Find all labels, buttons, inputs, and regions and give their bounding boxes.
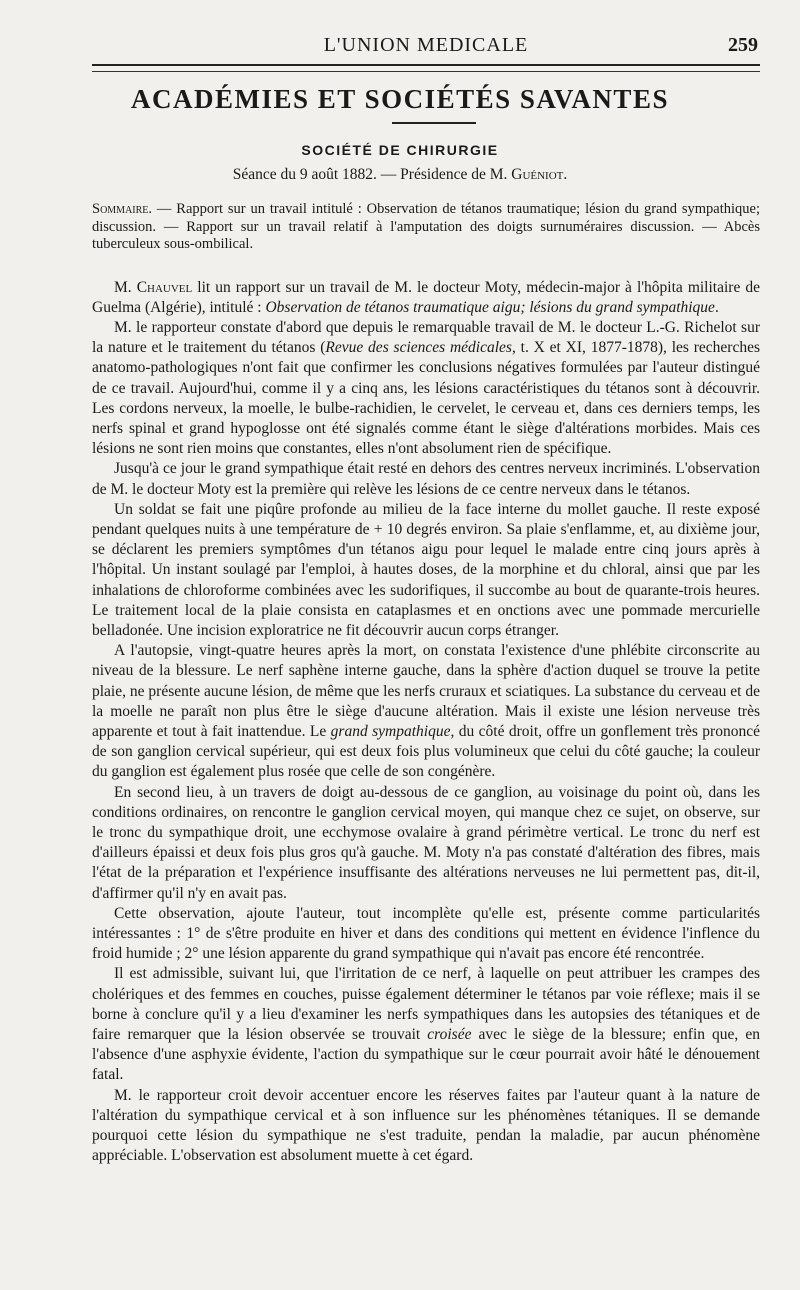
paragraph-4: Un soldat se fait une piqûre profonde au milieu de la face interne du mollet gauche. Il reste exposé pendant quelques nuits à une température de + 10 degrés environ. Sa plaie s'enflamme, et, au dixième jour, se déclarent les premiers symptômes d'un tétanos aigu pour lequel le malade entre cinq jours après à l'hôpital. Un instant soulagé par l'emploi, à hautes doses, de la morphine et du chloral, ainsi que par les inhalations de chloroforme combinées avec les sudorifiques, il succombe au bout de quarante-trois heures. Le traitement local de la plaie consista en cataplasmes et en onctions avec une pommade mercurielle belladonée. Une incision exploratrice ne fit découvrir aucun corps étranger. (92, 500, 760, 639)
summary-text: . — Rapport sur un travail intitulé : Observation de tétanos traumatique; lésion du grand sympathique; discussion. — Rapport sur un travail relatif à l'amputation des doigts surnuméraires discussion. — Abcès tuberculeux sous-ombilical. (92, 201, 760, 252)
p2-ref: Revue des sciences médicales (325, 339, 512, 357)
p2-b: , t. X et XI, 1877-1878), les recherches anatomo-pathologiques n'ont fait que confirmer les conclusions négatives formulées par l'auteur distingué de ce travail. Aujourd'hui, comme il y a cinq ans, les lésions caractéristiques du tétanos sont à découvrir. Les cordons nerveux, la moelle, le bulbe-rachidien, le cervelet, le cerveau et, dans ces derniers temps, les nerfs spinal et grand hypoglosse ont été signalés comme étant le siège d'altérations morbides. Mais ces lésions ne sont rien moins que constantes, elles n'ont absolument rien de spécifique. (92, 339, 760, 458)
p1-name: Chauvel (136, 278, 193, 296)
p5-a: A l'autopsie, vingt-quatre heures après la mort, on constata l'existence d'une phlébite circonscrite au niveau de la blessure. Le nerf saphène interne gauche, dans la sphère d'action duquel se trouve la petite plaie, ne présente aucune lésion, de même que les nerfs cruraux et sciatiques. La substance du cerveau et de la moelle ne paraît non plus être le siège d'aucune altération. Mais il existe une lésion nerveuse très apparente et tout à fait inattendue. Le (92, 642, 760, 740)
p1-b: lit un rapport sur un travail de M. le docteur Moty, médecin-major à l'hôpita militaire de Guelma (Algérie), intitulé : (92, 278, 760, 316)
header-rule (92, 71, 760, 72)
title-rule (392, 122, 476, 124)
page-number: 259 (728, 34, 758, 56)
p8-b: avec le siège de la blessure; enfin que, en l'absence d'une asphyxie évidente, l'action du sympathique sur le cœur pourrait avoir hâté le dénouement fatal. (92, 1026, 760, 1084)
session-text: Séance du 9 août 1882. — Présidence de M. (232, 166, 512, 183)
journal-title: L'UNION MEDICALE (323, 34, 529, 56)
society-name: SOCIÉTÉ DE CHIRURGIE (301, 142, 499, 158)
p1-c: . (714, 298, 719, 316)
p1-a: M. (114, 278, 137, 296)
paragraph-9: M. le rapporteur croit devoir accentuer encore les réserves faites par l'auteur quant à la nature de l'altération du sympathique cervical et à son influence sur les phénomènes tétaniques. Il se demande pourquoi cette lésion du sympathique ne s'est traduite, pendan la maladie, par aucun phénomène appréciable. L'observation est absolument muette à cet égard. (92, 1086, 760, 1165)
session-end: . (563, 166, 568, 183)
session-line (0, 166, 800, 184)
paragraph-5 (92, 641, 760, 782)
p8-a: Il est admissible, suivant lui, que l'irritation de ce nerf, à laquelle on peut attribuer les crampes des cholériques et des femmes en couches, puisse également déterminer le tétanos par voie réflexe; mais il se borne à conclure qu'il y a lieu d'examiner les nerfs sympathiques dans les autopsies des tétaniques et de faire remarquer que la lésion observée se trouvait (92, 965, 760, 1044)
paragraph-8 (92, 964, 760, 1085)
p1-title: Observation de tétanos traumatique aigu; lésions du grand sympathique (265, 298, 715, 316)
p8-em: croisée (427, 1026, 472, 1044)
president-name: Guéniot (511, 166, 564, 183)
section-title: ACADÉMIES ET SOCIÉTÉS SAVANTES (131, 84, 669, 114)
paragraph-6: En second lieu, à un travers de doigt au-dessous de ce ganglion, au voisinage du point où, dans les conditions ordinaires, on rencontre le ganglion cervical moyen, qui manque chez ce sujet, on observe, sur le tronc du sympathique droit, une ecchymose ovalaire à grand périmètre vertical. Le tronc du nerf est d'ailleurs épaissi et deux fois plus gros qu'à gauche. M. Moty n'a pas constaté d'altération des fibres, mais l'état de la préparation et l'expérience insuffisante des altérations nerveuses ne lui permettent pas, dit-il, d'affirmer qu'il n'y en avait pas. (92, 783, 760, 902)
article-body (92, 194, 760, 1166)
p5-em: grand sympathique (330, 722, 451, 740)
running-head (92, 34, 760, 66)
summary (92, 201, 760, 254)
paragraph-3: Jusqu'à ce jour le grand sympathique était resté en dehors des centres nerveux incriminés. L'observation de M. le docteur Moty est la première qui relève les lésions de ce centre nerveux dans le tétanos. (92, 460, 760, 498)
paragraph-2 (92, 318, 760, 459)
summary-label: Sommaire (92, 201, 149, 217)
paragraph-1 (92, 278, 760, 318)
paragraph-7: Cette observation, ajoute l'auteur, tout incomplète qu'elle est, présente comme particularités intéressantes : 1° de s'être produite en hiver et dans des conditions qui mettent en évidence l'inflence du froid humide ; 2° une lésion apparente du grand sympathique qui n'avait pas encore été rencontrée. (92, 904, 760, 963)
p2-a: M. le rapporteur constate d'abord que depuis le remarquable travail de M. le docteur L.-G. Richelot sur la nature et le traitement du tétanos ( (92, 318, 760, 357)
p5-b: , du côté droit, offre un gonflement très prononcé de son ganglion cervical supérieur, qui est deux fois plus volumineux que celui du côté gauche; la couleur du ganglion est également plus rosée que celle de son congénère. (92, 722, 760, 781)
